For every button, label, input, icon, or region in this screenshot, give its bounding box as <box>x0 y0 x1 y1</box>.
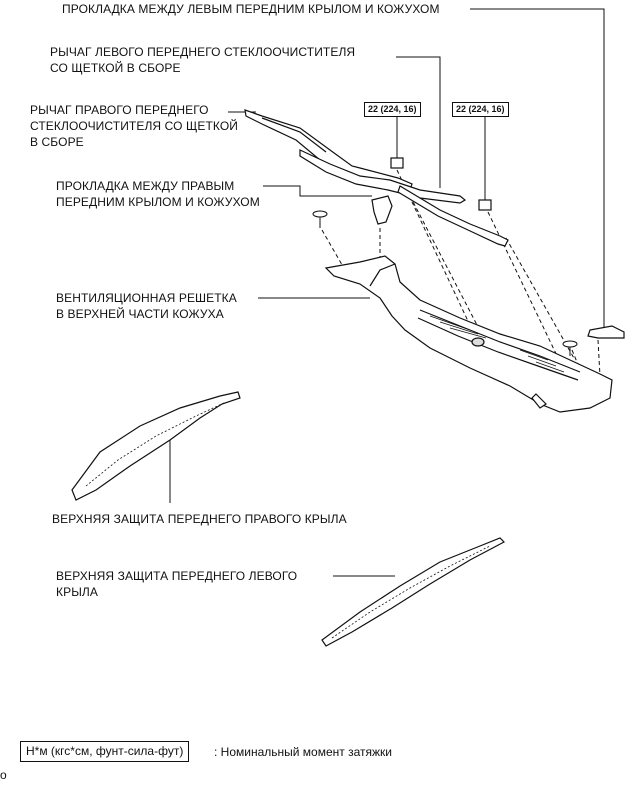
label-left-fender-cover: ВЕРХНЯЯ ЗАЩИТА ПЕРЕДНЕГО ЛЕВОГО КРЫЛА <box>56 569 298 599</box>
left-fender-cover-part <box>322 538 504 646</box>
label-left-fender-seal: ПРОКЛАДКА МЕЖДУ ЛЕВЫМ ПЕРЕДНИМ КРЫЛОМ И КОЖУХОМ <box>62 2 440 16</box>
label-right-fender-cover: ВЕРХНЯЯ ЗАЩИТА ПЕРЕДНЕГО ПРАВОГО КРЫЛА <box>52 512 347 526</box>
right-fender-seal-part <box>372 196 392 224</box>
label-right-wiper-arm: РЫЧАГ ПРАВОГО ПЕРЕДНЕГО СТЕКЛООЧИСТИТЕЛЯ СО ЩЕТКОЙ В СБОРЕ <box>30 103 238 149</box>
label-left-wiper-arm: РЫЧАГ ЛЕВОГО ПЕРЕДНЕГО СТЕКЛООЧИСТИТЕЛЯ СО ЩЕТКОЙ В СБОРЕ <box>50 45 356 75</box>
torque-spec-1: 22 (224, 16) <box>364 102 421 117</box>
leader-right-fender-seal <box>263 186 372 196</box>
leader-left-fender-seal <box>470 9 604 330</box>
right-wiper-arm-part <box>245 110 412 190</box>
left-wiper-arm-part <box>300 150 508 246</box>
legend-description: : Номинальный момент затяжки <box>214 745 392 759</box>
legend-unit-box: Н*м (кгс*см, фунт-сила-фут) <box>20 741 189 762</box>
right-fender-cover-part <box>72 392 240 500</box>
torque-spec-2: 22 (224, 16) <box>452 102 509 117</box>
dash-line <box>322 230 345 270</box>
left-fender-seal-part <box>588 326 624 338</box>
dash-line <box>598 340 600 376</box>
page-mark: o <box>0 768 7 782</box>
cowl-louver-part <box>326 256 612 412</box>
label-cowl-louver: ВЕНТИЛЯЦИОННАЯ РЕШЕТКА В ВЕРХНЕЙ ЧАСТИ КОЖУХА <box>56 291 237 321</box>
label-right-fender-seal: ПРОКЛАДКА МЕЖДУ ПРАВЫМ ПЕРЕДНИМ КРЫЛОМ И КОЖУХОМ <box>56 179 260 209</box>
